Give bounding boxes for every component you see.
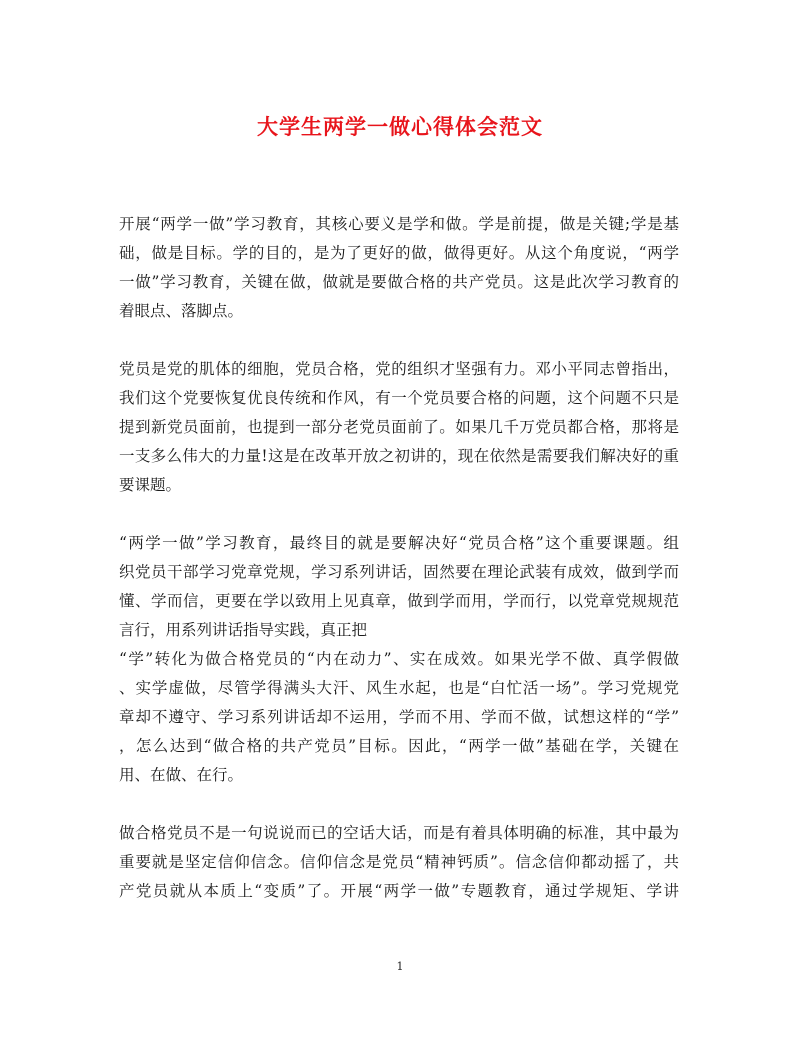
paragraph-line: 章却不遵守、学习系列讲话却不运用，学而不用、学而不做，试想这样的“学” [119, 708, 679, 726]
paragraph-line: “两学一做”学习教育，最终目的就是要解决好“党员合格”这个重要课题。组 [119, 534, 679, 552]
paragraph-gap [119, 500, 679, 529]
paragraph-line: 我们这个党要恢复优良传统和作风，有一个党员要合格的问题，这个问题不只是 [119, 389, 679, 407]
paragraph-line: 础，做是目标。学的目的，是为了更好的做，做得更好。从这个角度说，“两学 [119, 244, 679, 262]
paragraph-1 [119, 210, 679, 326]
paragraph-line: 要课题。 [119, 476, 182, 494]
paragraph-line: 、实学虚做，尽管学得满头大汗、风生水起，也是“白忙活一场”。学习党规党 [119, 679, 679, 697]
paragraph-4 [119, 819, 679, 906]
paragraph-line: 着眼点、落脚点。 [119, 302, 244, 320]
paragraph-line: 开展“两学一做”学习教育，其核心要义是学和做。学是前提，做是关键;学是基 [119, 215, 679, 233]
paragraph-line: ，怎么达到“做合格的共产党员”目标。因此，“两学一做”基础在学，关键在 [119, 737, 679, 755]
paragraph-line: 一支多么伟大的力量!这是在改革开放之初讲的，现在依然是需要我们解决好的重 [119, 447, 679, 465]
paragraph-line: 党员是党的肌体的细胞，党员合格，党的组织才坚强有力。邓小平同志曾指出， [119, 360, 679, 378]
paragraph-line: 提到新党员面前，也提到一部分老党员面前了。如果几千万党员都合格，那将是 [119, 418, 679, 436]
document-title: 大学生两学一做心得体会范文 [257, 114, 543, 139]
paragraph-line: 织党员干部学习党章党规，学习系列讲话，固然要在理论武装有成效，做到学而 [119, 563, 679, 581]
page-number: 1 [396, 960, 404, 973]
paragraph-line: “学”转化为做合格党员的“内在动力”、实在成效。如果光学不做、真学假做 [119, 650, 679, 668]
paragraph-line: 用、在做、在行。 [119, 766, 244, 784]
paragraph-2 [119, 355, 679, 500]
paragraph-line: 做合格党员不是一句说说而已的空话大话，而是有着具体明确的标准，其中最为 [119, 824, 679, 842]
paragraph-3 [119, 529, 679, 790]
paragraph-line: 言行，用系列讲话指导实践，真正把 [119, 621, 368, 639]
paragraph-gap [119, 790, 679, 819]
paragraph-line: 一做”学习教育，关键在做，做就是要做合格的共产党员。这是此次学习教育的 [119, 273, 679, 291]
paragraph-line: 产党员就从本质上“变质”了。开展“两学一做”专题教育，通过学规矩、学讲 [119, 882, 679, 900]
document-body [119, 210, 679, 906]
paragraph-line: 懂、学而信，更要在学以致用上见真章，做到学而用，学而行，以党章党规规范 [119, 592, 679, 610]
paragraph-line: 重要就是坚定信仰信念。信仰信念是党员“精神钙质”。信念信仰都动摇了，共 [119, 853, 679, 871]
paragraph-gap [119, 326, 679, 355]
